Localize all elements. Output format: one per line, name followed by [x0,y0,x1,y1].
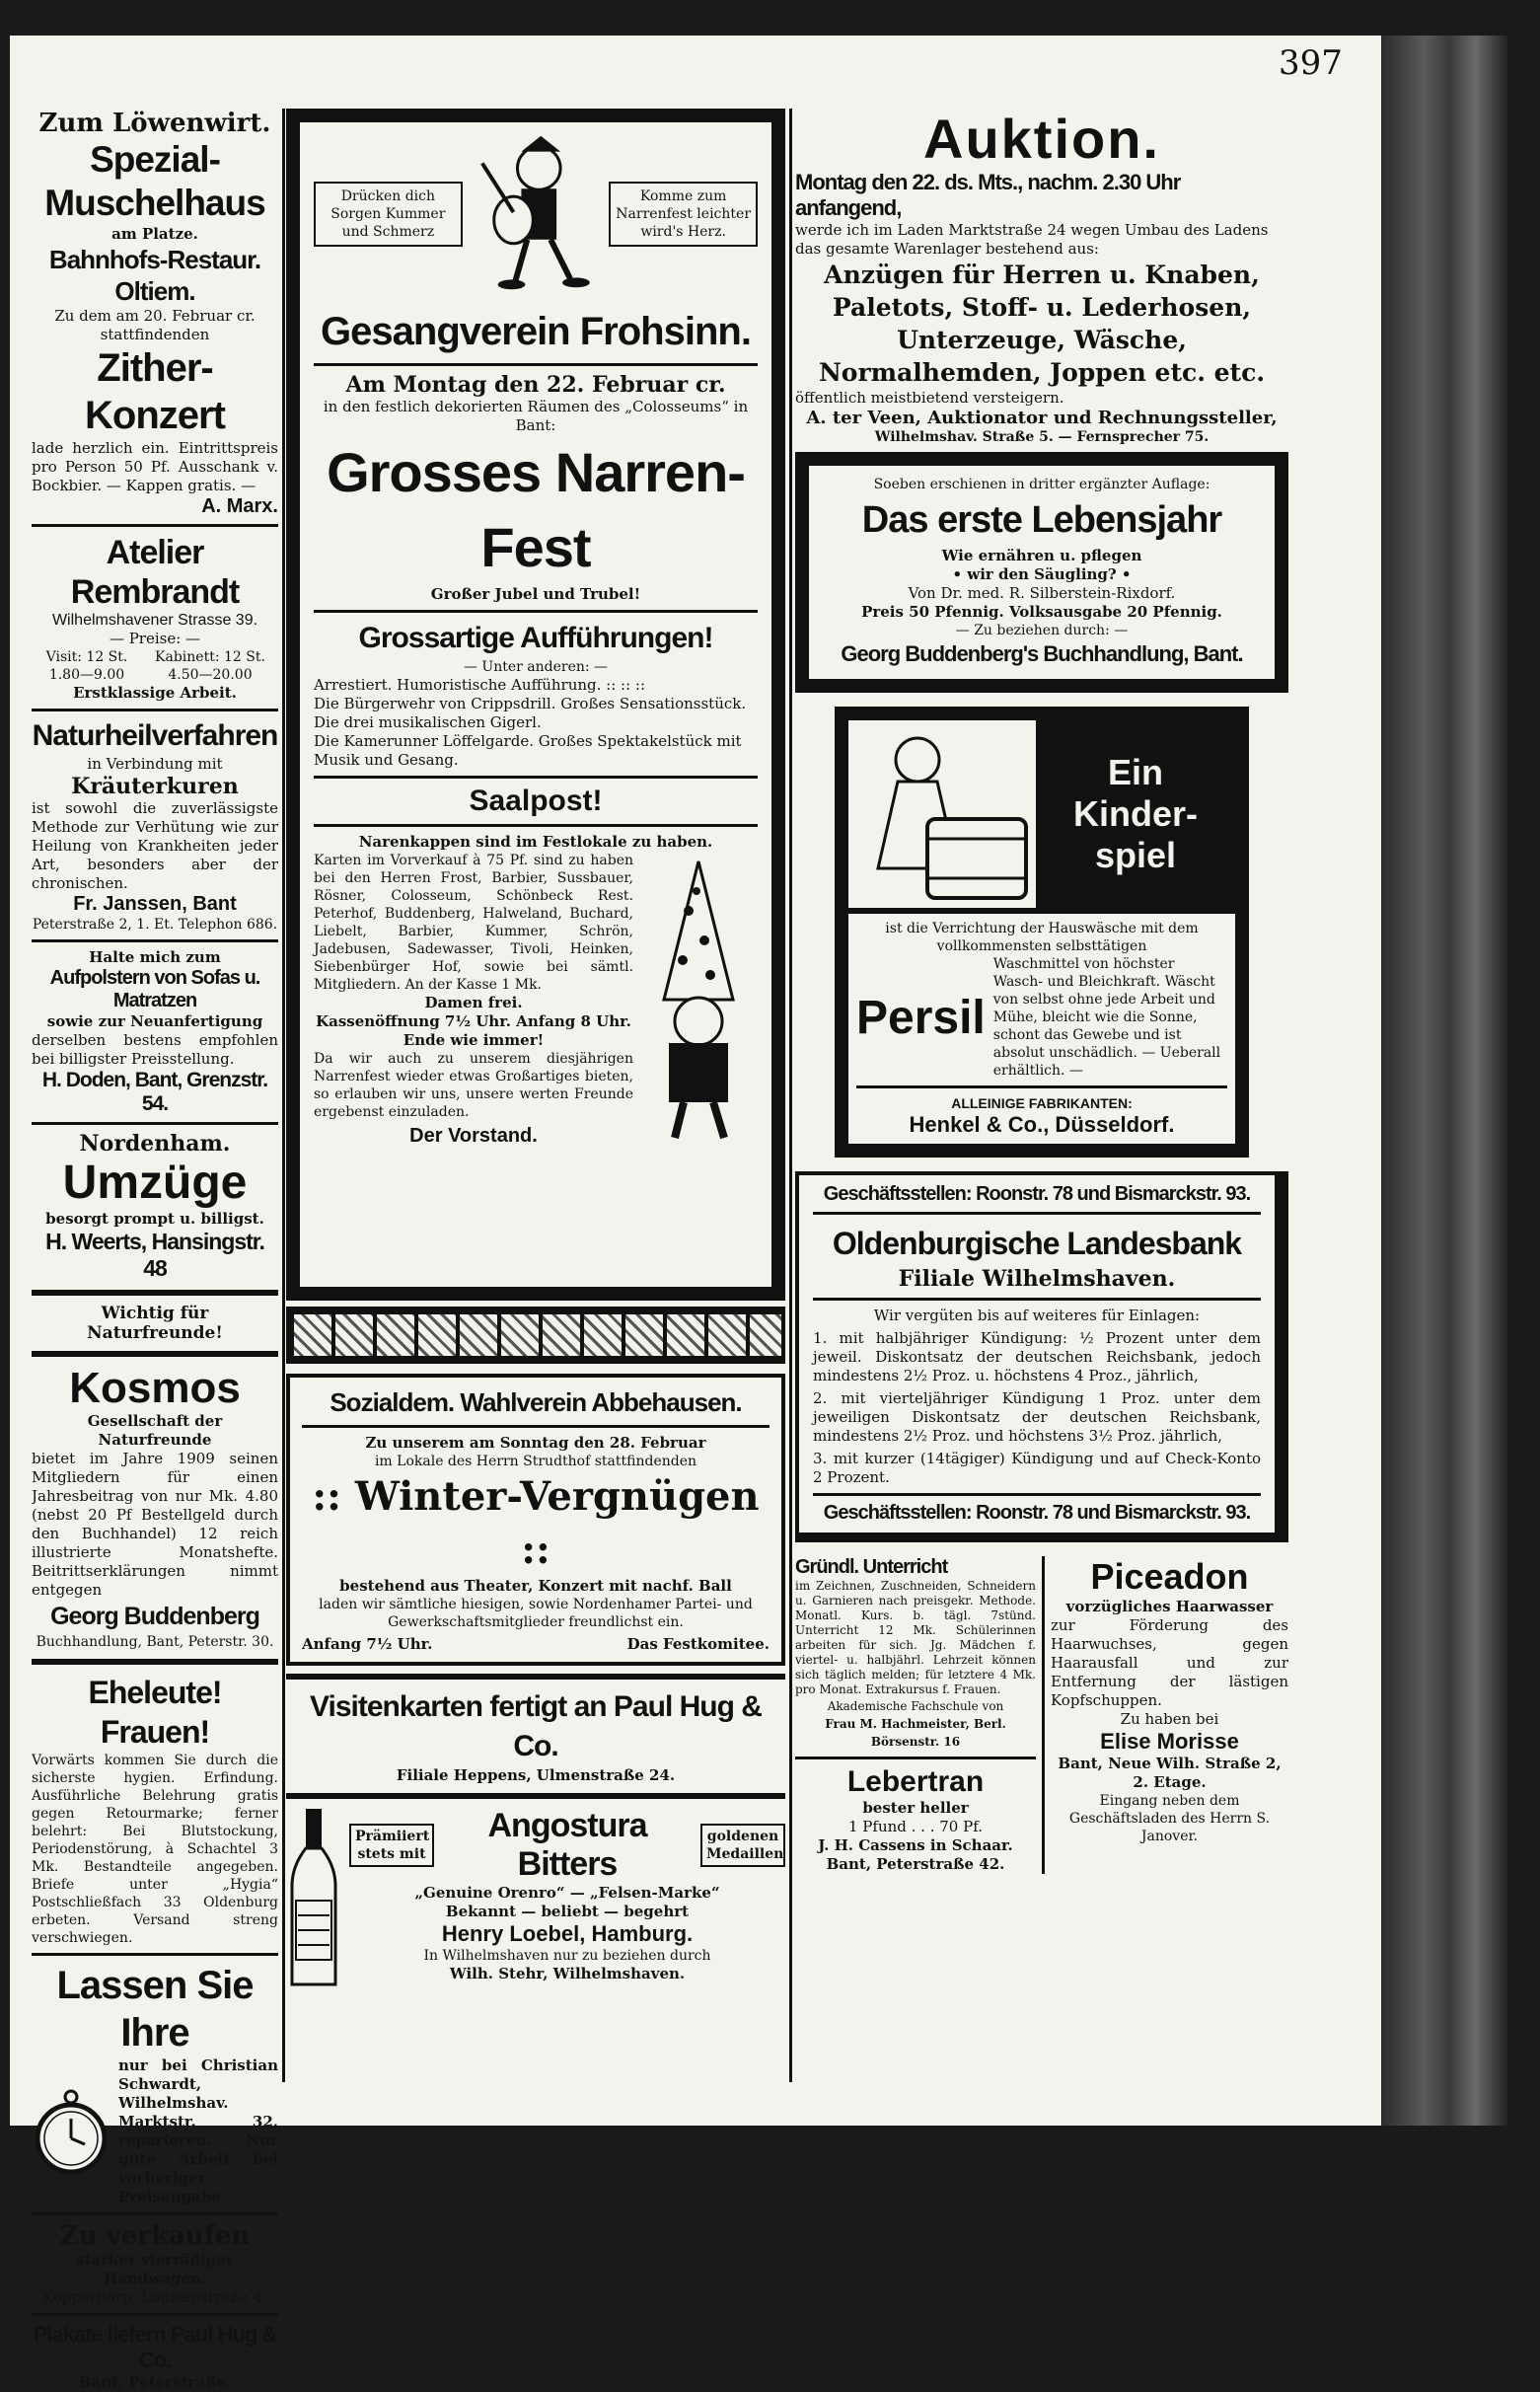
ad-wahlverein [286,1374,785,1666]
narrenfest-ad [300,122,771,1287]
weerts-name: H. Weerts, Hansingstr. 48 [45,1229,264,1281]
lebensjahr-border [795,452,1288,693]
wahlverein-l2: im Lokale des Herrn Strudthof stattfindenden [374,1454,697,1469]
divider [286,1793,785,1799]
price-visit: Visit: 12 St. 1.80—9.00 [45,649,128,683]
verkaufen-l1: starker vierrädiger Handwagen. [76,2251,234,2287]
ad-loewenwirt [32,109,278,518]
rembrandt-title: Atelier Rembrandt [70,534,240,611]
kosmos-name: Georg Buddenberg [50,1603,259,1630]
morisse-note: Eingang neben dem Geschäftsladen des Herrn S. Janover. [1068,1793,1271,1844]
divider [32,1351,278,1357]
lebensjahr-author: Von Dr. med. R. Silberstein-Rixdorf. [908,584,1176,602]
divider [813,1493,1261,1496]
divider [32,524,278,527]
rembrandt-address: Wilhelmshavener Strasse 39. [51,612,258,629]
lebertran-price: 1 Pfund . . . 70 Pf. [848,1818,983,1835]
divider [32,709,278,711]
piceadon-title: Piceadon [1090,1556,1249,1597]
ad-auktion [795,109,1288,446]
loewenwirt-text: lade herzlich ein. Eintrittspreis pro Person 50 Pf. Ausschank v. Bockbier. — Kappen gratis. — [32,439,278,494]
weerts-town: Nordenham. [79,1131,231,1157]
kassenoeffnung: Kassenöffnung 7½ Uhr. Anfang 8 Uhr. [316,1012,631,1030]
henkel-firm: Henkel & Co., Düsseldorf. [909,1112,1175,1137]
weerts-text: besorgt prompt u. billigst. [45,1210,264,1228]
doden-l3: sowie zur Neuanfertigung [46,1012,263,1030]
persil-t2: Kinder- [1073,793,1198,834]
divider [314,610,758,613]
landesbank-item: 2. mit vierteljähriger Kündigung 1 Proz. unter dem jeweiligen Diskontsatz der deutschen Reichsbank, mindestens 2½ Proz. und höchstens 3½ Proz. jährlich, [813,1389,1261,1445]
divider [813,1212,1261,1215]
ad-angostura [286,1807,785,1989]
ad-weerts [32,1131,278,1282]
kraeuter-heading: Kräuterkuren [71,774,239,799]
lebertran-sub: bester heller [862,1799,969,1817]
landesbank-item: 3. mit kurzer (14tägiger) Kündigung und auf Check-Konto 2 Prozent. [813,1450,1261,1486]
eheleute-text: Vorwärts kommen Sie durch die sicherste hygien. Erfindung. Ausführliche Belehrung gratis gegen Retourmarke; ferner belehrt: Bei Blutstockung, Periodenstörung, à Schachtel 3 Mk. Bestandteile angegeben. Briefe unter „Hygia“ Postschließfach 33 Oldenburg erbeten. Versand streng verschwiegen. [32,1753,278,1946]
cassens-address: Bant, Peterstraße 42. [826,1855,1005,1873]
ad-lebensjahr [809,466,1275,679]
divider [302,1425,770,1428]
doden-name: H. Doden, Bant, Grenzstr. 54. [41,1069,268,1115]
umzuege-heading: Umzüge [62,1157,248,1209]
cassens-name: J. H. Cassens in Schaar. [818,1836,1013,1854]
badge-medaillen: goldenen Medaillen [700,1824,785,1867]
saalpost-heading: Saalpost! [469,785,603,817]
program-item: Die drei musikalischen Gigerl. [314,713,542,731]
plakate-title: Plakate liefern Paul Hug & Co. [33,2322,277,2372]
piceadon-text: zur Förderung des Haarwuchses, gegen Haarausfall und zur Entfernung der lästigen Kopfschuppen. [1051,1616,1288,1709]
ad-visitenkarten [286,1687,785,1785]
persil-brand: Persil [856,991,986,1044]
persil-fab: ALLEINIGE FABRIKANTEN: [951,1095,1133,1111]
ad-landesbank [795,1171,1288,1542]
divider [286,1674,785,1680]
divider [813,1298,1261,1301]
divider [32,1290,278,1296]
visiten-filiale: Filiale Heppens, Ulmenstraße 24. [396,1766,676,1784]
janssen-name: Fr. Janssen, Bant [73,893,237,915]
jester-guitar-illustration [463,133,610,296]
doden-l2: Aufpolstern von Sofas u. Matratzen [49,967,260,1011]
bottle-illustration [286,1807,341,1989]
marx-signature: A. Marx. [201,495,278,517]
program-list [314,676,758,770]
ende-line: Ende wie immer! [403,1031,545,1049]
bahnhof-line: Bahnhofs-Restaur. Oltiem. [48,245,261,306]
persil-intro: ist die Verrichtung der Hauswäsche mit dem vollkommensten selbsttätigen [885,921,1199,954]
auktion-date: Montag den 22. ds. Mts., nachm. 2.30 Uhr anfangend, [795,170,1181,220]
persil-t1: Ein [1107,752,1163,792]
angostura-title: Angostura Bitters [487,1807,647,1883]
divider [32,939,278,942]
narren-fest-heading: Grosses Narren-Fest [327,441,745,578]
divider [856,1085,1227,1088]
landesbank-top: Geschäftsstellen: Roonstr. 78 und Bismarckstr. 93. [823,1183,1251,1205]
lebensjahr-sub2: • wir den Säugling? • [952,565,1132,583]
unterricht-title: Gründl. Unterricht [795,1556,948,1578]
doden-l1: Halte mich zum [89,948,221,966]
persil-t3: spiel [1094,835,1177,875]
verkaufen-l2: Kopperhörn, Louisenstraße 4. [42,2288,267,2306]
angostura-l1: In Wilhelmshaven nur zu beziehen durch [423,1948,711,1964]
verkaufen-title: Zu verkaufen [59,2221,251,2251]
ad-persil [835,707,1249,1158]
hachmeister-name: Frau M. Hachmeister, Berl. Börsenstr. 16 [825,1717,1006,1749]
auktion-items: Anzügen für Herren u. Knaben, Paletots, Stoff- u. Lederhosen, Unterzeuge, Wäsche, Normalhemden, Joppen etc. etc. [818,261,1266,387]
lebensjahr-price: Preis 50 Pfennig. Volksausgabe 20 Pfennig. [861,603,1222,621]
angostura-l2: Wilh. Stehr, Wilhelmshaven. [449,1965,686,1982]
naturheil-title: Naturheilverfahren [32,719,278,752]
date-line: Zu dem am 20. Februar cr. stattfindenden [54,307,256,343]
auktion-l2: öffentlich meistbietend versteigern. [795,389,1064,407]
am-platze: am Platze. [111,225,198,243]
winter-vergnuegen: :: Winter-Vergnügen :: [312,1473,760,1573]
column-rule-left [282,109,285,2082]
rembrandt-preise: — Preise: — [109,630,201,647]
landesbank-filiale: Filiale Wilhelmshaven. [898,1266,1176,1292]
divider [795,1757,1036,1759]
auffuehrungen-heading: Grossartige Aufführungen! [358,622,713,654]
lebensjahr-shop: Georg Buddenberg's Buchhandlung, Bant. [841,641,1243,666]
fest-venue: in den festlich dekorierten Räumen des „Colosseums“ in Bant: [323,398,749,434]
lebensjahr-bez: — Zu beziehen durch: — [955,623,1129,638]
jubel-line: Großer Jubel und Trubel! [430,585,641,603]
persil-desc: Waschmittel von höchster Wasch- und Bleichkraft. Wäscht von selbst ohne jede Arbeit und Mühe, bleicht wie die Sonne, schont das Gewebe und ist absolut unschädlich. — Ueberall erhältlich. — [992,956,1221,1079]
divider [32,1659,278,1665]
gnome-illustration [639,852,758,1148]
loewenwirt-title: Zum Löwenwirt. [38,109,271,138]
kosmos-sub: Gesellschaft der Naturfreunde [87,1412,223,1449]
naturheil-l1: in Verbindung mit [87,755,223,773]
ad-plakate [32,2322,278,2392]
morisse-name: Elise Morisse [1100,1729,1239,1754]
ad-naturheil [32,717,278,934]
unter-anderen: — Unter anderen: — [463,659,609,675]
pocket-watch-icon [32,2087,110,2176]
janssen-address: Peterstraße 2, 1. Et. Telephon 686. [32,917,278,933]
program-item: Die Bürgerwehr von Crippsdrill. Großes Sensationsstück. [314,695,747,712]
ornamental-band [286,1307,785,1364]
divider [32,1953,278,1956]
verse-left: Drücken dich Sorgen Kummer und Schmerz [314,182,463,247]
kosmos-text: bietet im Jahre 1909 seinen Mitgliedern für einen Jahresbeitrag von nur Mk. 4.80 (nebst 20 Pf Bestellgeld durch den Buchhandel) 12 reich illustrierte Monatshefte. Beitrittserklärungen nimmt entgegen [32,1450,278,1599]
divider [32,1122,278,1125]
angostura-marke: „Genuine Orenro“ — „Felsen-Marke“ [414,1884,720,1902]
landesbank-item: 1. mit halbjähriger Kündigung: ½ Prozent unter dem jeweil. Diskontsatz der deutschen Reichsbank, jedoch mindestens 2½ Proz. u. höchstens 4 Proz., jährlich, [813,1329,1261,1384]
piceadon-bez: Zu haben bei [1120,1710,1219,1728]
kosmos-address: Buchhandlung, Bant, Peterstr. 30. [36,1634,274,1650]
wahlverein-title: Sozialdem. Wahlverein Abbehausen. [330,1387,742,1417]
divider [314,363,758,366]
ad-kosmos [32,1304,278,1651]
auktion-l1: werde ich im Laden Marktstraße 24 wegen Umbau des Ladens das gesamte Warenlager bestehend aus: [795,221,1269,258]
lebensjahr-sub1: Wie ernähren u. pflegen [941,547,1142,564]
wahlverein-anfang: Anfang 7½ Uhr. [302,1635,433,1653]
landesbank-intro: Wir vergüten bis auf weiteres für Einlagen: [873,1307,1201,1324]
divider [314,824,758,827]
lebertran-title: Lebertran [846,1765,985,1798]
ad-lebertran [795,1765,1036,1874]
badge-praemiiert: Prämiiert stets mit [349,1824,434,1867]
middle-column [286,109,785,1989]
verse-right: Komme zum Narrenfest leichter wird's Herz. [609,182,758,247]
zither-heading: Zither-Konzert [85,346,225,437]
landesbank-bottom: Geschäftsstellen: Roonstr. 78 und Bismarckstr. 93. [823,1502,1251,1524]
ad-verkaufen [32,2221,278,2307]
naturheil-text: ist sowohl die zuverlässigste Methode zur Verhütung wie zur Heilung von Krankheiten jeder Art, besonders aber der chronischen. [32,799,278,892]
verein-heading: Gesangverein Frohsinn. [321,310,751,353]
program-item: Die Kamerunner Löffelgarde. Großes Spektakelstück mit Musik und Gesang. [314,732,742,769]
karten-text: Karten im Vorverkauf à 75 Pf. sind zu haben bei den Herren Frost, Barbier, Sussbauer, Rösner, Colosseum, Schönbeck Rest. Peterhof, Buddenberg, Halweland, Buchard, Liebelt, Barbier, Kummer, Schrön, Jadebusen, Sadewasser, Tivoli, Heinken, Siebenbürger Hof, sowie bei sämtl. Mitgliedern. An der Kasse 1 Mk. [314,853,633,993]
veen-address: Wilhelmshav. Straße 5. — Fernsprecher 75. [874,429,1210,445]
eheleute-title: Eheleute! Frauen! [88,1675,222,1750]
program-item: Arrestiert. Humoristische Aufführung. :: :: :: [314,676,646,694]
lassen-text: nur bei Christian Schwardt, Wilhelmshav. Marktstr. 32, reparieren. Nur gute Arbeit bei vorheriger Preisangabe. [118,2056,278,2205]
lassen-title: Lassen Sie Ihre [56,1964,254,2055]
divider [314,776,758,779]
child-washtub-illustration [848,720,1036,908]
ad-unterricht [795,1556,1036,1751]
narrenfest-border [286,109,785,1301]
divider [32,2212,278,2215]
lebensjahr-title: Das erste Lebensjahr [861,499,1222,541]
divider [32,2313,278,2316]
piceadon-sub: vorzügliches Haarwasser [1065,1598,1274,1615]
vorstand-signature: Der Vorstand. [409,1125,538,1147]
closing-text: Da wir auch zu unserem diesjährigen Narrenfest wieder etwas Großartiges bieten, so erlauben wir uns, unsere werten Freunde ergebenst einzuladen. [314,1051,633,1120]
spezial-heading: Spezial-Muschelhaus [44,139,265,223]
doden-text: derselben bestens empfohlen bei billigster Preisstellung. [32,1031,278,1068]
wahlverein-l3: bestehend aus Theater, Konzert mit nachf. Ball [339,1577,732,1595]
ad-eheleute [32,1673,278,1947]
kosmos-title: Kosmos [69,1364,241,1412]
ad-lassen [32,1962,278,2206]
book-binding-edge [1379,36,1507,2126]
loebel-firm: Henry Loebel, Hamburg. [441,1921,694,1946]
right-column [795,109,1288,1874]
auktion-title: Auktion. [923,109,1160,170]
morisse-address: Bant, Neue Wilh. Straße 2, 2. Etage. [1058,1755,1282,1791]
wahlverein-l1: Zu unserem am Sonntag den 28. Februar [365,1434,706,1452]
kosmos-top: Wichtig für Naturfreunde! [87,1304,223,1343]
damen-frei: Damen frei. [424,994,523,1011]
visiten-title: Visitenkarten fertigt an Paul Hug & Co. [310,1690,762,1762]
landesbank-title: Oldenburgische Landesbank [832,1226,1242,1261]
rembrandt-arbeit: Erstklassige Arbeit. [73,684,237,702]
unterricht-school: Akademische Fachschule von [827,1699,1004,1713]
ad-piceadon [1051,1556,1288,1874]
wahlverein-text: laden wir sämtliche hiesigen, sowie Nordenhamer Partei- und Gewerkschaftsmitglieder freundlichst ein. [319,1597,753,1630]
ad-doden [32,948,278,1116]
veen-name: A. ter Veen, Auktionator und Rechnungssteller, [806,408,1278,428]
left-column [32,109,278,2392]
price-kabinett: Kabinett: 12 St. 4.50—20.00 [155,649,265,683]
plakate-address: Bant, Peterstraße. [78,2373,232,2391]
narrenkappen-line: Narenkappen sind im Festlokale zu haben. [358,833,713,851]
page-number: 397 [1279,43,1343,83]
wahlverein-komitee: Das Festkomitee. [626,1635,770,1653]
lebensjahr-l1: Soeben erschienen in dritter ergänzter Auflage: [873,477,1210,492]
fest-date: Am Montag den 22. Februar cr. [345,372,726,398]
column-rule-right [789,109,792,2082]
angostura-bekannt: Bekannt — beliebt — begehrt [445,1903,690,1920]
unterricht-text: im Zeichnen, Zuschneiden, Schneidern u. Garnieren nach preisgekr. Methode. Monatl. Kurs. b. tägl. 7stünd. Unterricht 12 Mk. Schülerinnen arbeiten für sich. Jg. Mädchen f. viertel- u. halbjährl. Lehrzeit können sich täglich melden; für letztere 4 Mk. pro Monat. Extrakursus f. Frauen. [795,1579,1036,1696]
ad-rembrandt [32,533,278,703]
